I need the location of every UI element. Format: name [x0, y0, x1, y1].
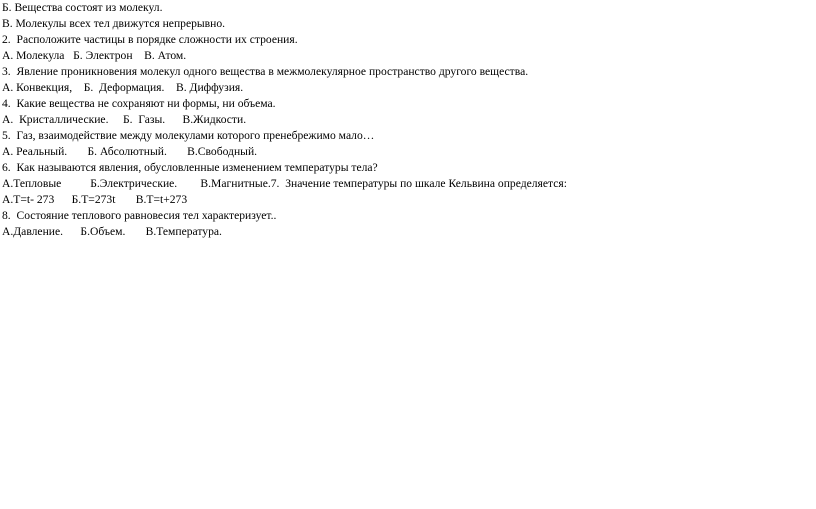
text-line: Б. Вещества состоят из молекул. — [2, 1, 163, 14]
answer-options-line: А. Реальный. Б. Абсолютный. В.Свободный. — [2, 145, 258, 158]
answer-options-line: А. Кристаллические. Б. Газы. В.Жидкости. — [2, 113, 247, 126]
answer-options-line: А.Т=t- 273 Б.Т=273t В.Т=t+273 — [2, 193, 188, 206]
question-line: 2. Расположите частицы в порядке сложности их строения. — [2, 33, 298, 46]
text-line: В. Молекулы всех тел движутся непрерывно. — [2, 17, 226, 30]
question-line: 3. Явление проникновения молекул одного вещества в межмолекулярное пространство другого вещества. — [2, 65, 529, 78]
question-line: 8. Состояние теплового равновесия тел характеризует.. — [2, 209, 277, 222]
answer-options-line: А.Тепловые Б.Электрические. В.Магнитные.7. Значение температуры по шкале Кельвина определяется: — [2, 177, 567, 190]
question-line: 6. Как называются явления, обусловленные изменением температуры тела? — [2, 161, 378, 174]
answer-options-line: А. Молекула Б. Электрон В. Атом. — [2, 49, 187, 62]
question-line: 5. Газ, взаимодействие между молекулами которого пренебрежимо мало… — [2, 129, 375, 142]
answer-options-line: А.Давление. Б.Объем. В.Температура. — [2, 225, 222, 238]
question-line: 4. Какие вещества не сохраняют ни формы, ни объема. — [2, 97, 276, 110]
answer-options-line: А. Конвекция, Б. Деформация. В. Диффузия. — [2, 81, 244, 94]
